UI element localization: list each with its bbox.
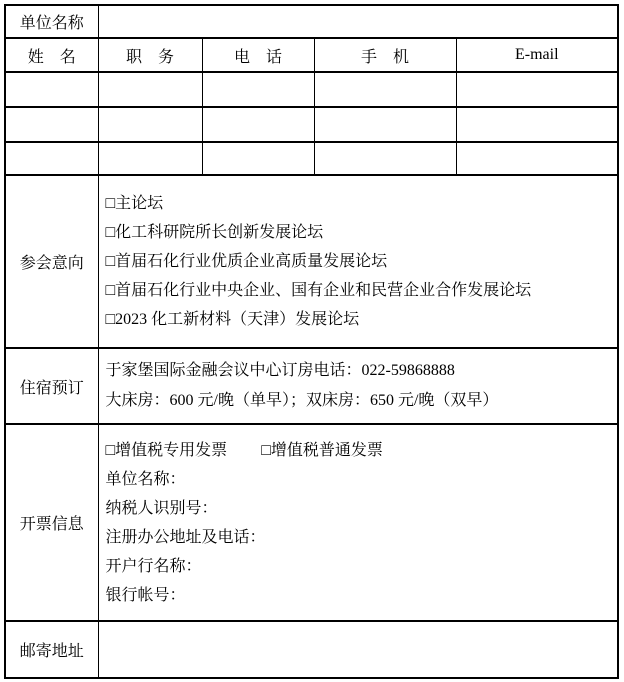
- header-title: 职 务: [98, 38, 202, 72]
- attendee-1-name-cell[interactable]: [5, 72, 98, 107]
- attendee-1-mobile-cell[interactable]: [314, 72, 456, 107]
- attendee-1-title-cell[interactable]: [98, 72, 202, 107]
- attendee-row-3: [5, 142, 618, 175]
- attendee-3-email-cell[interactable]: [456, 142, 618, 175]
- header-phone: 电 话: [202, 38, 314, 72]
- attend-option-new-materials-forum[interactable]: [106, 305, 618, 334]
- attendee-3-name-cell[interactable]: [5, 142, 98, 175]
- attendee-3-phone-cell[interactable]: [202, 142, 314, 175]
- invoice-info-label: 开票信息: [5, 424, 98, 621]
- unit-name-label: 单位名称: [5, 5, 98, 38]
- attend-option-quality-forum[interactable]: [106, 247, 618, 276]
- attendee-2-mobile-cell[interactable]: [314, 107, 456, 142]
- attend-option-label: 首届石化行业优质企业高质量发展论坛: [115, 253, 388, 270]
- attend-intention-label: 参会意向: [5, 175, 98, 348]
- contact-header-row: [5, 38, 618, 72]
- attend-option-label: 首届石化行业中央企业、国有企业和民营企业合作发展论坛: [115, 282, 532, 299]
- hotel-info-cell: [98, 348, 618, 424]
- invoice-type-line: [106, 436, 618, 465]
- attendee-row-2: [5, 107, 618, 142]
- invoice-fields-cell: [98, 424, 618, 621]
- attendee-2-title-cell[interactable]: [98, 107, 202, 142]
- attendee-2-name-cell[interactable]: [5, 107, 98, 142]
- attend-intention-row: [5, 175, 618, 348]
- mailing-address-label: 邮寄地址: [5, 621, 98, 678]
- checkbox-icon[interactable]: □: [105, 282, 116, 299]
- attend-option-label: 化工科研院所长创新发展论坛: [115, 224, 324, 241]
- attendee-row-1: [5, 72, 618, 107]
- attendee-1-email-cell[interactable]: [456, 72, 618, 107]
- vat-normal-label: 增值税普通发票: [270, 441, 383, 459]
- mailing-address-input-cell[interactable]: [98, 621, 618, 678]
- attend-option-research-forum[interactable]: [106, 218, 618, 247]
- attendee-1-phone-cell[interactable]: [202, 72, 314, 107]
- invoice-field-unit-name[interactable]: 单位名称：: [105, 470, 186, 488]
- vat-normal-option[interactable]: [261, 442, 383, 459]
- vat-special-option[interactable]: [106, 442, 228, 459]
- mailing-address-row: [5, 621, 618, 678]
- checkbox-icon[interactable]: □: [261, 441, 271, 459]
- attendee-3-title-cell[interactable]: [98, 142, 202, 175]
- attendee-2-phone-cell[interactable]: [202, 107, 314, 142]
- invoice-field-bank-name[interactable]: 开户行名称：: [105, 557, 202, 575]
- attendee-3-mobile-cell[interactable]: [314, 142, 456, 175]
- attend-option-main-forum[interactable]: [106, 189, 618, 218]
- checkbox-icon[interactable]: □: [105, 195, 116, 212]
- attendee-2-email-cell[interactable]: [456, 107, 618, 142]
- invoice-field-tax-id[interactable]: 纳税人识别号：: [105, 499, 218, 517]
- invoice-info-row: [5, 424, 618, 621]
- checkbox-icon[interactable]: □: [105, 253, 116, 270]
- attend-options-cell: [98, 175, 618, 348]
- invoice-field-address-phone[interactable]: 注册办公地址及电话：: [105, 528, 266, 546]
- hotel-booking-row: [5, 348, 618, 424]
- header-name: 姓 名: [5, 38, 98, 72]
- attend-option-label: 主论坛: [115, 195, 164, 212]
- attend-option-cooperation-forum[interactable]: [106, 276, 618, 305]
- header-mobile: 手 机: [314, 38, 456, 72]
- hotel-booking-label: 住宿预订: [5, 348, 98, 424]
- hotel-phone-line: 于家堡国际金融会议中心订房电话：022-59868888: [105, 362, 455, 379]
- unit-name-input-cell[interactable]: [98, 5, 618, 38]
- unit-name-row: [5, 5, 618, 38]
- hotel-price-line: 大床房：600 元/晚（单早）；双床房：650 元/晚（双早）: [105, 392, 499, 409]
- header-email: E-mail: [456, 38, 618, 72]
- checkbox-icon[interactable]: □: [105, 224, 116, 241]
- checkbox-icon[interactable]: □: [105, 311, 116, 328]
- attend-option-label: 2023 化工新材料（天津）发展论坛: [115, 311, 360, 328]
- invoice-field-bank-account[interactable]: 银行帐号：: [105, 586, 186, 604]
- form-table: [4, 4, 619, 679]
- checkbox-icon[interactable]: □: [105, 441, 116, 459]
- vat-special-label: 增值税专用发票: [115, 441, 228, 459]
